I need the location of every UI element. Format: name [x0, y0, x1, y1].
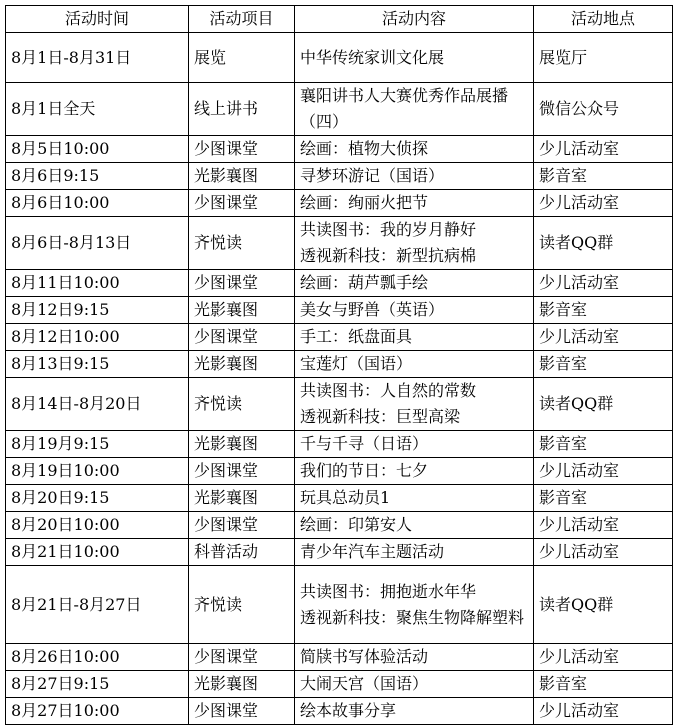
header-time: 活动时间: [6, 6, 189, 33]
cell-date: 8月20日10:00: [6, 512, 189, 539]
cell-location: 少儿活动室: [534, 136, 673, 163]
cell-date: 8月27日9:15: [6, 671, 189, 698]
header-content: 活动内容: [295, 6, 534, 33]
cell-content: 共读图书：拥抱逝水年华 透视新科技：聚焦生物降解塑料: [295, 566, 534, 644]
cell-location: 少儿活动室: [534, 324, 673, 351]
table-row: [6, 83, 673, 136]
cell-content: 简牍书写体验活动: [295, 644, 534, 671]
cell-project: 科普活动: [189, 539, 295, 566]
cell-content: 共读图书：我的岁月静好 透视新科技：新型抗病棉: [295, 217, 534, 270]
cell-location: 影音室: [534, 297, 673, 324]
cell-location: 影音室: [534, 163, 673, 190]
cell-project: 光影襄图: [189, 297, 295, 324]
schedule-body: [6, 33, 673, 725]
cell-date: 8月14日-8月20日: [6, 378, 189, 431]
cell-location: 少儿活动室: [534, 270, 673, 297]
cell-project: 齐悦读: [189, 566, 295, 644]
cell-content: 绘画：植物大侦探: [295, 136, 534, 163]
cell-project: 光影襄图: [189, 351, 295, 378]
table-row: [6, 270, 673, 297]
cell-location: 读者QQ群: [534, 378, 673, 431]
cell-content: 宝莲灯（国语）: [295, 351, 534, 378]
cell-location: 影音室: [534, 485, 673, 512]
cell-content: 千与千寻（日语）: [295, 431, 534, 458]
cell-location: 少儿活动室: [534, 190, 673, 217]
cell-project: 光影襄图: [189, 431, 295, 458]
cell-location: 读者QQ群: [534, 566, 673, 644]
cell-project: 光影襄图: [189, 485, 295, 512]
table-row: [6, 671, 673, 698]
cell-project: 少图课堂: [189, 136, 295, 163]
cell-date: 8月6日-8月13日: [6, 217, 189, 270]
table-row: [6, 458, 673, 485]
activity-schedule-table: [5, 5, 673, 725]
cell-date: 8月5日10:00: [6, 136, 189, 163]
cell-project: 少图课堂: [189, 458, 295, 485]
cell-project: 齐悦读: [189, 378, 295, 431]
table-row: [6, 698, 673, 725]
header-row: [6, 6, 673, 33]
cell-content: 寻梦环游记（国语）: [295, 163, 534, 190]
table-row: [6, 378, 673, 431]
cell-location: 少儿活动室: [534, 539, 673, 566]
cell-date: 8月6日9:15: [6, 163, 189, 190]
table-row: [6, 351, 673, 378]
table-row: [6, 512, 673, 539]
cell-date: 8月19日10:00: [6, 458, 189, 485]
cell-content: 绘画：印第安人: [295, 512, 534, 539]
cell-content: 美女与野兽（英语）: [295, 297, 534, 324]
cell-date: 8月12日9:15: [6, 297, 189, 324]
header-location: 活动地点: [534, 6, 673, 33]
cell-content: 绘画：绚丽火把节: [295, 190, 534, 217]
table-row: [6, 163, 673, 190]
cell-date: 8月26日10:00: [6, 644, 189, 671]
cell-project: 少图课堂: [189, 512, 295, 539]
cell-location: 少儿活动室: [534, 698, 673, 725]
table-row: [6, 431, 673, 458]
cell-content: 中华传统家训文化展: [295, 33, 534, 83]
cell-project: 光影襄图: [189, 671, 295, 698]
cell-content: 青少年汽车主题活动: [295, 539, 534, 566]
cell-content: 玩具总动员1: [295, 485, 534, 512]
cell-location: 少儿活动室: [534, 644, 673, 671]
cell-content: 绘本故事分享: [295, 698, 534, 725]
cell-date: 8月20日9:15: [6, 485, 189, 512]
cell-date: 8月19月9:15: [6, 431, 189, 458]
cell-location: 微信公众号: [534, 83, 673, 136]
cell-date: 8月6日10:00: [6, 190, 189, 217]
cell-location: 少儿活动室: [534, 512, 673, 539]
cell-project: 线上讲书: [189, 83, 295, 136]
cell-content: 我们的节日：七夕: [295, 458, 534, 485]
table-row: [6, 136, 673, 163]
table-row: [6, 644, 673, 671]
table-row: [6, 190, 673, 217]
cell-project: 光影襄图: [189, 163, 295, 190]
cell-location: 读者QQ群: [534, 217, 673, 270]
cell-date: 8月27日10:00: [6, 698, 189, 725]
cell-location: 少儿活动室: [534, 458, 673, 485]
cell-date: 8月1日全天: [6, 83, 189, 136]
cell-project: 少图课堂: [189, 644, 295, 671]
table-row: [6, 539, 673, 566]
table-row: [6, 297, 673, 324]
cell-location: 影音室: [534, 351, 673, 378]
cell-date: 8月1日-8月31日: [6, 33, 189, 83]
table-row: [6, 566, 673, 644]
cell-location: 影音室: [534, 671, 673, 698]
table-row: [6, 324, 673, 351]
table-row: [6, 33, 673, 83]
cell-content: 手工：纸盘面具: [295, 324, 534, 351]
cell-project: 齐悦读: [189, 217, 295, 270]
cell-project: 少图课堂: [189, 270, 295, 297]
cell-content: 大闹天宫（国语）: [295, 671, 534, 698]
cell-content: 共读图书：人自然的常数 透视新科技：巨型高梁: [295, 378, 534, 431]
cell-project: 少图课堂: [189, 324, 295, 351]
cell-content: 绘画：葫芦瓢手绘: [295, 270, 534, 297]
cell-date: 8月12日10:00: [6, 324, 189, 351]
cell-project: 少图课堂: [189, 190, 295, 217]
cell-location: 影音室: [534, 431, 673, 458]
cell-date: 8月13日9:15: [6, 351, 189, 378]
cell-project: 少图课堂: [189, 698, 295, 725]
cell-date: 8月21日10:00: [6, 539, 189, 566]
table-row: [6, 485, 673, 512]
cell-project: 展览: [189, 33, 295, 83]
cell-location: 展览厅: [534, 33, 673, 83]
cell-date: 8月21日-8月27日: [6, 566, 189, 644]
cell-content: 襄阳讲书人大赛优秀作品展播（四）: [295, 83, 534, 136]
header-project: 活动项目: [189, 6, 295, 33]
table-row: [6, 217, 673, 270]
cell-date: 8月11日10:00: [6, 270, 189, 297]
